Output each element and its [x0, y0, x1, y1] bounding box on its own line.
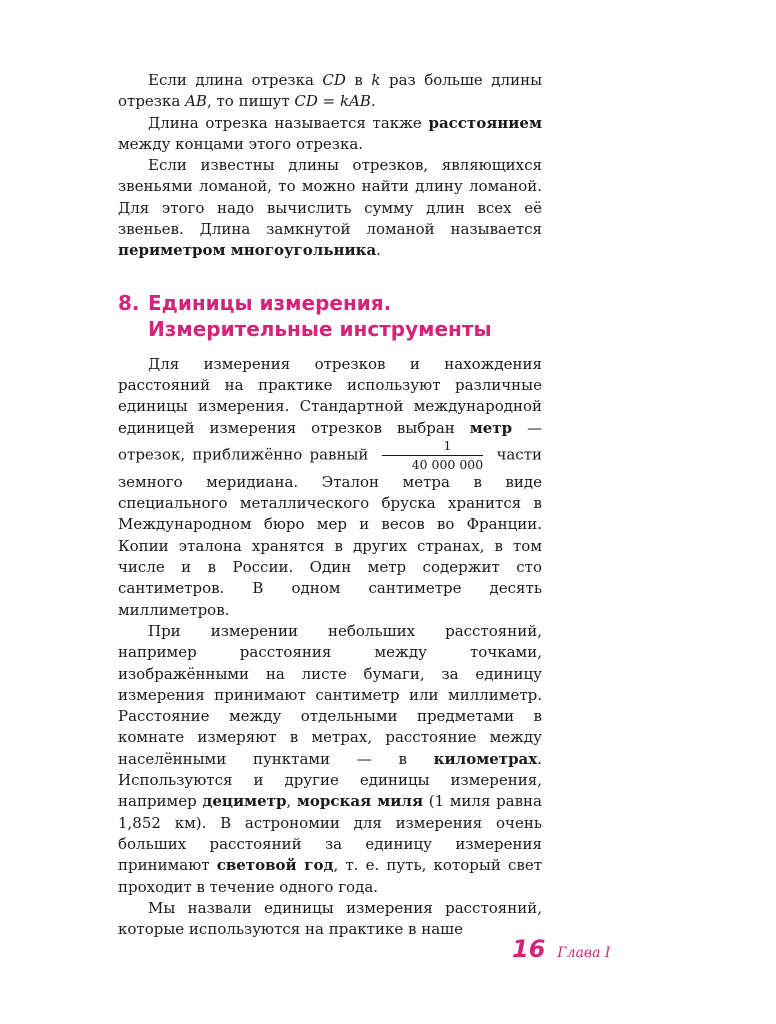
paragraph-segment-ratio — [118, 70, 542, 113]
text-span: При измерении небольших расстояний, например расстояния между точками, изображёнными на листе бумаги, за единицу измерения принимают сантиметр или миллиметр. Расстояние между отдельными предметами в комнате измеряют в метрах, расстояние между населёнными пунктами — в — [118, 621, 542, 768]
page-footer — [512, 935, 610, 963]
section-title-line2: Измерительные инструменты — [148, 316, 492, 341]
paragraph-meter — [118, 354, 542, 621]
paragraph-perimeter — [118, 155, 542, 261]
text-span: Для измерения отрезков и нахождения расстояний на практике используют различные единицы измерения. Стандартной международной единицей измерения отрезков выбран — [118, 354, 542, 437]
text-span: — отрезок, приближённо равный — [118, 418, 542, 464]
text-span: Если известны длины отрезков, являющихся звеньями ломаной, то можно найти длину ломаной. Для этого надо вычислить сумму длин всех её звеньев. Длина замкнутой ломаной называется — [118, 156, 542, 239]
term-decimeter: дециметр — [202, 792, 287, 811]
term-perimeter: периметром многоугольника — [118, 241, 377, 260]
paragraph-distance-definition — [118, 113, 542, 156]
fraction — [382, 439, 484, 472]
text-span: . Используются и другие единицы измерения, например — [118, 749, 542, 811]
math-k: k — [371, 71, 381, 89]
text-span: , то пишут — [206, 92, 295, 111]
text-span: в — [345, 71, 372, 89]
text-span: , — [286, 792, 297, 811]
term-distance: расстоянием — [428, 113, 542, 132]
page-number: 16 — [512, 935, 546, 963]
text-span: , т. е. путь, который свет проходит в течение одного года. — [118, 856, 542, 896]
math-ab: AB — [185, 92, 207, 111]
math-formula: CD = kAB — [294, 92, 371, 111]
text-span: между концами этого отрезка. — [118, 134, 364, 153]
chapter-label: Глава I — [557, 945, 611, 961]
paragraph-small-distances — [118, 621, 542, 898]
math-cd: CD — [322, 71, 346, 89]
term-kilometers: километрах — [433, 749, 538, 768]
paragraph-units-summary — [118, 898, 542, 941]
section-heading — [118, 290, 542, 342]
text-column — [118, 70, 542, 940]
term-light-year: световой год — [216, 856, 334, 875]
text-span: Мы назвали единицы измерения расстояний, которые используются на практике в наше — [118, 898, 542, 939]
term-meter: метр — [469, 418, 513, 437]
term-nautical-mile: морская миля — [296, 792, 424, 811]
text-span: . — [376, 241, 381, 260]
text-span: . — [370, 92, 376, 111]
text-span: Если длина отрезка — [148, 71, 323, 89]
section-title-line1: Единицы измерения. — [148, 290, 392, 315]
fraction-denominator: 40 000 000 — [411, 456, 484, 472]
fraction-numerator: 1 — [382, 439, 484, 456]
section-number: 8. — [118, 290, 140, 315]
text-span: (1 миля равна 1,852 км). В астрономии для измерения очень больших расстояний за единицу измерения принимают — [118, 792, 542, 875]
text-span: части земного меридиана. Эталон метра в виде специального металлического бруска хранится в Международном бюро мер и весов во Франции. Копии эталона хранятся в других странах, в том числе и в России. Один метр содержит сто сантиметров. В одном сантиметре десять миллиметров. — [118, 445, 542, 619]
text-span: раз больше длины отрезка — [118, 71, 543, 111]
text-span: Длина отрезка называется также — [148, 113, 429, 132]
